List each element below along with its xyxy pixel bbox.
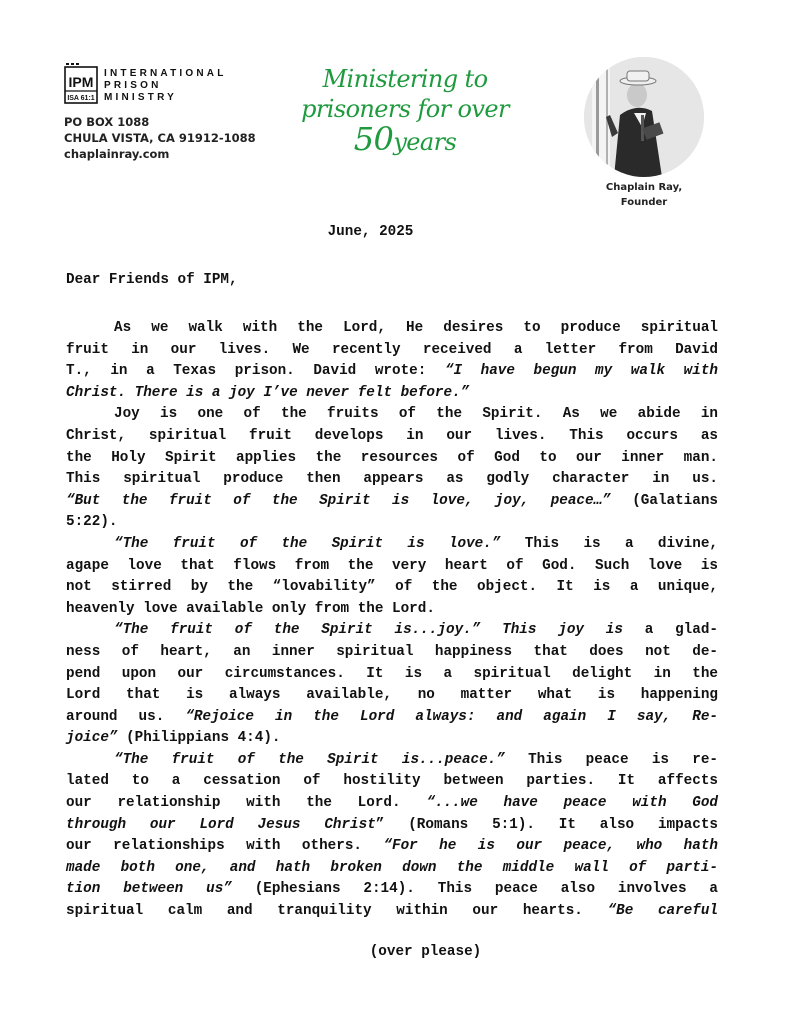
body-line xyxy=(66,556,718,578)
body-line xyxy=(66,901,718,923)
text-segment: This is a divine, xyxy=(500,535,718,552)
text-segment: T., in a Texas prison. David wrote: xyxy=(66,363,445,380)
caption-title: Founder xyxy=(620,197,668,208)
website-link[interactable]: chaplainray.com xyxy=(64,147,170,161)
text-segment: 5:22). xyxy=(66,514,118,531)
italic-quote-segment: through our Lord Jesus Christ xyxy=(66,816,376,833)
slogan-years-word: years xyxy=(393,128,457,156)
body-line xyxy=(66,620,718,642)
ipm-logo-mark xyxy=(64,62,98,104)
logo-monogram-sub: ISA 61:1 xyxy=(67,95,95,102)
text-segment: the Holy Spirit applies the resources of God to our inner man. xyxy=(66,449,718,466)
body-line xyxy=(66,512,718,534)
text-segment: lated to a cessation of hostility between parties. It affects xyxy=(66,773,718,790)
body-line xyxy=(66,664,718,686)
text-segment: our relationships with others. xyxy=(66,838,384,855)
text-segment: This peace is re- xyxy=(504,751,718,768)
italic-quote-segment: joice” xyxy=(66,730,118,747)
slogan-line: Ministering to xyxy=(322,65,488,93)
text-segment: As we walk with the Lord, He desires to produce spiritual xyxy=(114,320,718,336)
body-line xyxy=(66,361,718,383)
italic-quote-segment: “The fruit of the Spirit is...joy.” This joy is xyxy=(114,622,623,639)
text-segment: a glad- xyxy=(622,622,718,639)
body-line xyxy=(66,404,718,426)
text-segment: ” (Romans 5:1). It also impacts xyxy=(375,816,718,833)
italic-quote-segment: “But the fruit of the Spirit is love, joy, peace…” xyxy=(66,492,611,509)
body-line xyxy=(66,534,718,556)
slogan-years xyxy=(300,120,510,158)
body-line xyxy=(66,491,718,513)
body-line xyxy=(66,728,718,750)
founder-portrait-illustration xyxy=(584,57,704,177)
body-line xyxy=(66,426,718,448)
italic-quote-segment: tion between us” xyxy=(66,881,232,898)
text-segment: spiritual calm and tranquility within our hearts. xyxy=(66,903,608,920)
mailing-address xyxy=(64,114,256,162)
text-segment: (Philippians 4:4). xyxy=(117,730,281,747)
italic-quote-segment: “The fruit of the Spirit is...peace.” xyxy=(114,751,505,768)
body-line xyxy=(66,318,718,340)
text-segment: around us. xyxy=(66,708,186,725)
body-line xyxy=(66,707,718,729)
organization-name xyxy=(104,68,294,104)
text-segment: fruit in our lives. We recently received a letter from David xyxy=(66,341,718,358)
text-segment: Joy is one of the fruits of the Spirit. As we abide in xyxy=(114,406,718,423)
org-name-line: PRISON xyxy=(104,80,162,91)
italic-quote-segment: “...we have peace with God xyxy=(426,795,718,812)
slogan-line: prisoners for over xyxy=(301,95,509,123)
body-line xyxy=(66,771,718,793)
italic-quote-segment: Christ. There is a joy I’ve never felt before.” xyxy=(66,384,470,401)
caption-name: Chaplain Ray, xyxy=(605,182,683,193)
body-line xyxy=(66,577,718,599)
letter-date: June, 2025 xyxy=(327,224,414,240)
slogan xyxy=(300,64,510,157)
body-line xyxy=(66,469,718,491)
address-line-city: CHULA VISTA, CA 91912-1088 xyxy=(64,131,256,145)
text-segment: (Ephesians 2:14). This peace also involves a xyxy=(231,881,718,898)
italic-quote-segment: “I have begun my walk with xyxy=(444,363,718,380)
body-line xyxy=(66,858,718,880)
body-line xyxy=(66,685,718,707)
italic-quote-segment: made both one, and hath broken down the middle wall of parti- xyxy=(66,859,718,876)
text-segment: heavenly love available only from the Lord. xyxy=(66,600,435,617)
logo-monogram: IPM xyxy=(68,74,94,90)
italic-quote-segment: “The fruit of the Spirit is love.” xyxy=(114,535,501,552)
salutation: Dear Friends of IPM, xyxy=(66,272,238,288)
page-footer: (over please) xyxy=(369,944,482,960)
body-line xyxy=(66,599,718,621)
italic-quote-segment: “Be careful xyxy=(607,903,719,920)
slogan-years-number: 50 xyxy=(353,120,394,158)
text-segment: ness of heart, an inner spiritual happiness that does not de- xyxy=(66,643,718,660)
body-line xyxy=(66,642,718,664)
letter-body xyxy=(66,318,718,923)
org-name-line: INTERNATIONAL xyxy=(104,68,227,79)
address-line-po-box: PO BOX 1088 xyxy=(64,115,150,129)
text-segment: agape love that flows from the very heart of God. Such love is xyxy=(66,557,718,574)
body-line xyxy=(66,750,718,772)
text-segment: This spiritual produce then appears as godly character in us. xyxy=(66,471,718,488)
body-line xyxy=(66,836,718,858)
org-name-line: MINISTRY xyxy=(104,92,178,103)
body-line xyxy=(66,815,718,837)
text-segment: Lord that is always available, no matter what is happening xyxy=(66,687,718,704)
text-segment: not stirred by the “lovability” of the object. It is a unique, xyxy=(66,579,718,596)
founder-photo xyxy=(584,57,704,177)
photo-caption xyxy=(584,180,704,210)
text-segment: (Galatians xyxy=(610,492,719,509)
body-line xyxy=(66,448,718,470)
body-line xyxy=(66,383,718,405)
text-segment: Christ, spiritual fruit develops in our lives. This occurs as xyxy=(66,427,718,444)
body-line xyxy=(66,793,718,815)
body-line xyxy=(66,879,718,901)
body-line xyxy=(66,340,718,362)
text-segment: pend upon our circumstances. It is a spiritual delight in the xyxy=(66,665,718,682)
italic-quote-segment: “For he is our peace, who hath xyxy=(383,838,718,855)
italic-quote-segment: “Rejoice in the Lord always: and again I say, Re- xyxy=(185,708,718,725)
text-segment: our relationship with the Lord. xyxy=(66,795,427,812)
